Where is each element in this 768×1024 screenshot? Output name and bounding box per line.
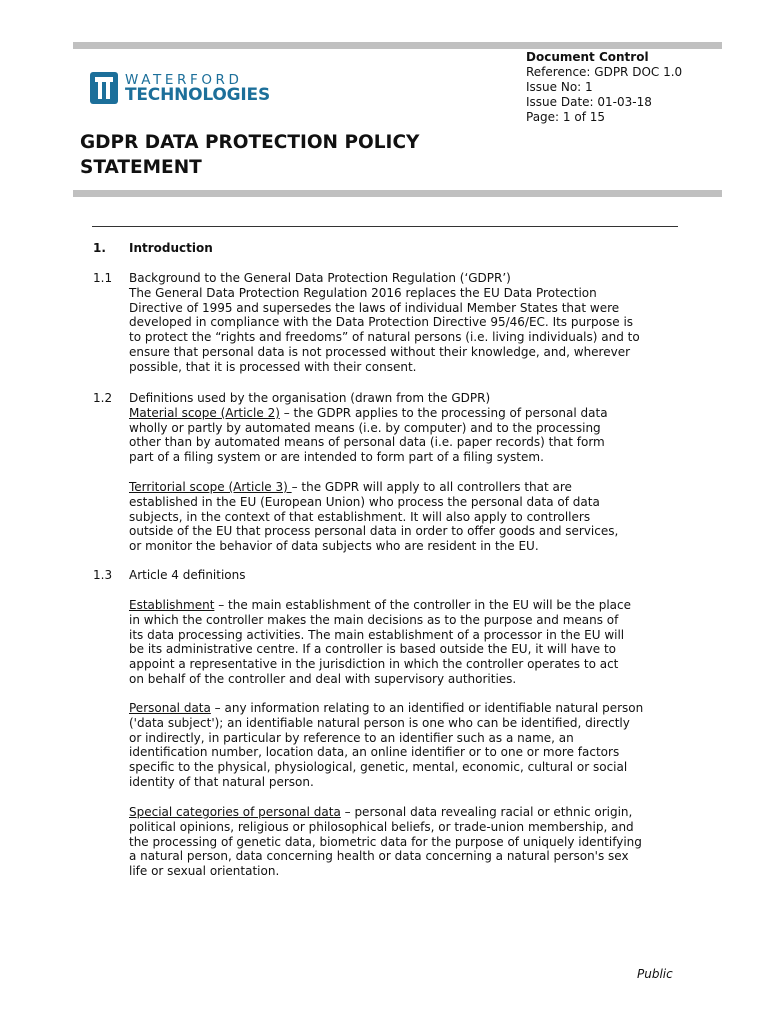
paragraph-line: in which the controller makes the main decisions as to the purpose and means of — [129, 612, 619, 627]
title-rule — [73, 190, 722, 197]
definition-term: Special categories of personal data — [129, 805, 341, 819]
section-divider — [92, 226, 678, 227]
definition-text: – the GDPR will apply to all controllers that are — [291, 480, 572, 494]
section-heading: Introduction — [129, 241, 213, 255]
definition-text: – any information relating to an identified or identifiable natural person — [210, 701, 644, 715]
paragraph-line: established in the EU (European Union) who process the personal data of data — [129, 494, 600, 509]
paragraph-line: its data processing activities. The main establishment of a processor in the EU will — [129, 627, 625, 642]
establishment-definition — [129, 598, 689, 687]
definition-term: Material scope (Article 2) — [129, 405, 280, 420]
paragraph-line — [129, 406, 689, 421]
clause-1-3-heading: Article 4 definitions — [129, 568, 246, 582]
paragraph-line: life or sexual orientation. — [129, 864, 280, 879]
special-categories-definition — [129, 805, 689, 879]
clause-1-1-text — [129, 271, 689, 375]
paragraph-line: be its administrative centre. If a controller is based outside the EU, it will have to — [129, 642, 616, 657]
footer-classification: Public — [637, 967, 673, 981]
paragraph-line — [129, 701, 689, 716]
definition-text: – personal data revealing racial or ethnic origin, — [340, 805, 633, 819]
paragraph-line: part of a filing system or are intended to form part of a filing system. — [129, 450, 544, 465]
paragraph-line: other than by automated means of personal data (i.e. paper records) that form — [129, 435, 605, 450]
issue-date: Issue Date: 01-03-18 — [526, 95, 652, 109]
personal-data-definition — [129, 701, 689, 790]
paragraph-line: political opinions, religious or philosophical beliefs, or trade-union membership, and — [129, 819, 634, 834]
paragraph-line: possible, that it is processed with their consent. — [129, 359, 417, 374]
definition-term: Personal data — [129, 701, 211, 715]
company-logo — [90, 72, 280, 106]
paragraph-line: specific to the physical, physiological, genetic, mental, economic, cultural or social — [129, 760, 628, 775]
paragraph-line: Definitions used by the organisation (drawn from the GDPR) — [129, 391, 491, 405]
definition-term: Territorial scope (Article 3) — [129, 480, 292, 494]
paragraph-line: a natural person, data concerning health or data concerning a natural person's sex — [129, 849, 629, 864]
paragraph-line — [129, 598, 689, 613]
paragraph-line: to protect the “rights and freedoms” of natural persons (i.e. living individuals) and to — [129, 330, 640, 345]
paragraph-line: ('data subject'); an identifiable natural person is one who can be identified, directly — [129, 715, 630, 730]
paragraph-line — [129, 805, 689, 820]
paragraph-line: identification number, location data, an online identifier or to one or more factors — [129, 745, 620, 760]
paragraph-line: or indirectly, in particular by reference to an identifier such as a name, an — [129, 730, 574, 745]
document-control — [526, 50, 682, 125]
definition-text: – the GDPR applies to the processing of personal data — [279, 405, 608, 420]
logo-mark-icon — [90, 72, 118, 104]
paragraph-line: appoint a representative in the jurisdiction in which the controller operates to act — [129, 657, 619, 672]
document-title-line1: GDPR DATA PROTECTION POLICY — [80, 132, 420, 153]
clause-number-1-1: 1.1 — [93, 271, 113, 285]
clause-number-1-3: 1.3 — [93, 568, 113, 582]
clause-1-2-text — [129, 391, 689, 465]
paragraph-line: on behalf of the controller and deal with supervisory authorities. — [129, 671, 517, 686]
paragraph-line: the processing of genetic data, biometric data for the purpose of uniquely identifying — [129, 834, 642, 849]
paragraph-line: wholly or partly by automated means (i.e. by computer) and to the processing — [129, 420, 601, 435]
document-title-line2: STATEMENT — [80, 157, 202, 178]
paragraph-line: subjects, in the context of that establishment. It will also apply to controllers — [129, 509, 591, 524]
document-reference: Reference: GDPR DOC 1.0 — [526, 65, 683, 79]
paragraph-line: identity of that natural person. — [129, 774, 314, 789]
territorial-scope-text — [129, 480, 689, 554]
paragraph-line: outside of the EU that process personal data in order to offer goods and services, — [129, 524, 619, 539]
issue-number: Issue No: 1 — [526, 80, 593, 94]
page-indicator: Page: 1 of 15 — [526, 110, 606, 124]
top-rule — [73, 42, 722, 49]
section-number: 1. — [93, 241, 106, 255]
paragraph-line: developed in compliance with the Data Protection Directive 95/46/EC. Its purpose is — [129, 315, 634, 330]
document-control-title: Document Control — [526, 50, 649, 64]
logo-text-line2: TECHNOLOGIES — [125, 85, 271, 105]
definition-term: Establishment — [129, 598, 215, 612]
paragraph-line: The General Data Protection Regulation 2016 replaces the EU Data Protection — [129, 285, 597, 300]
clause-number-1-2: 1.2 — [93, 391, 113, 405]
paragraph-line — [129, 480, 689, 495]
paragraph-line: or monitor the behavior of data subjects who are resident in the EU. — [129, 539, 539, 554]
paragraph-line: Directive of 1995 and supersedes the laws of individual Member States that were — [129, 300, 620, 315]
paragraph-line: ensure that personal data is not processed without their knowledge, and, wherever — [129, 344, 631, 359]
paragraph-line: Background to the General Data Protection Regulation (‘GDPR’) — [129, 271, 511, 285]
definition-text: – the main establishment of the controller in the EU will be the place — [214, 598, 632, 612]
document-title — [80, 130, 419, 180]
logo-text-line1: WATERFORD — [125, 72, 243, 88]
